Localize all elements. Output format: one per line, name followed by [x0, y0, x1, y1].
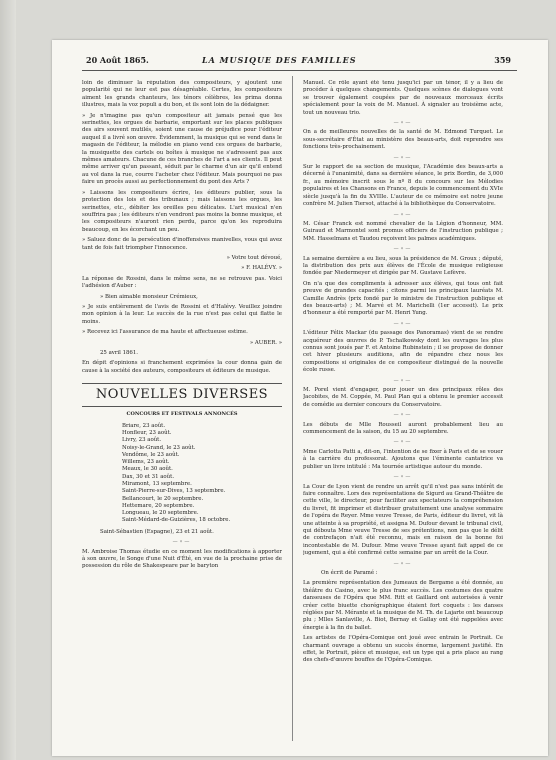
- signature: » F. HALÉVY. »: [241, 265, 282, 272]
- separator: —⸰—: [172, 539, 192, 546]
- list-item: Meaux, le 30 août.: [122, 466, 173, 473]
- paragraph: » Bien aimable monsieur Crémieux,: [100, 293, 198, 300]
- list-item: Noisy-le-Grand, le 23 août.: [122, 444, 196, 451]
- separator: —⸰—: [393, 377, 413, 384]
- list-item: Saint-Sébastien (Espagne), 23 et 21 août.: [100, 528, 214, 535]
- separator: —⸰—: [393, 246, 413, 253]
- list-item: Bellancourt, le 20 septembre.: [122, 495, 204, 502]
- page-number: 359: [494, 55, 511, 65]
- section-subtitle: CONCOURS ET FESTIVALS ANNONCÉS: [126, 411, 238, 418]
- paragraph: L'éditeur Félix Mackar (du passage des Panoramas) vient de se rendre acquéreur des œuvres de P. Tschaïkowsky dont les ouvrages les plus connus sont joués par F. et Antoine Rubinstein ; il se propose de donner cet hiver plusieurs auditions, afin de répandre chez nous les compositions si originales de ce compositeur distingué de la nouvelle école russe.: [303, 330, 503, 374]
- list-item: Saint-Médard-de-Guizières, 18 octobre.: [122, 517, 231, 524]
- paragraph: La semaine dernière a eu lieu, sous la présidence de M. Groux ; député, la distribution des prix aux élèves de l'École de musique religieuse fondée par Niedermeyer et dirigée par M. Gustave Lefèvre.: [303, 255, 503, 277]
- scan-edge: [0, 0, 16, 760]
- paragraph: Les débuts de Mlle Rousseil auront probablement lieu au commencement de la saison, du 15 au 20 septembre.: [303, 421, 503, 436]
- paragraph: La Cour de Lyon vient de rendre un arrêt qu'il n'est pas sans intérêt de faire connaître. Lors des représentations de Sigurd au Grand-Théâtre de cette ville, le directeur, pour faciliter aux spectateurs la compréhension du livret, fit imprimer et distribuer gratuitement une analyse sommaire de l'opéra de Reyer. Mme veuve Tresse, de Paris, éditeur du livret, vit là une atteinte à sa propriété, et assigna M. Dufour devant le tribunal civil, qui débouta Mme veuve Tresse de ses prétentions, non pas que le délit de contrefaçon n'ait été reconnu, mais en raison de la bonne foi incontestable de M. Dufour. Mme veuve Tresse ayant fait appel de ce jugement, qui a été confirmé cette semaine par un arrêt de la Cour.: [303, 483, 503, 557]
- header-title: LA MUSIQUE DES FAMILLES: [202, 55, 357, 65]
- separator: —⸰—: [393, 320, 413, 327]
- list-item: Vendôme, le 23 août.: [122, 451, 180, 458]
- list-item: Hettemare, 20 septembre.: [122, 502, 195, 509]
- paragraph: M. Porel vient d'engager, pour jouer un des principaux rôles des Jacobites, de M. Coppée, M. Paul Plan qui a obtenu le premier accessit de comédie au dernier concours du Conservatoire.: [303, 387, 503, 408]
- right-column: [303, 80, 503, 740]
- separator: —⸰—: [393, 474, 413, 481]
- paragraph: » Laissons les compositeurs écrire, les éditeurs publier, sous la protection des lois et des tribunaux ; mais laissons les orgues, les serinettes, etc., débiter les oreilles peu délicates. L'art musical n'en souffrira pas ; les éditeurs n'en vendront pas moins la bonne musique, et les compositeurs n'auront rien perdu, parce qu'on les reproduira beaucoup, en les écorchant un peu.: [82, 189, 282, 233]
- separator: —⸰—: [393, 154, 413, 161]
- paragraph: » Saluez donc de la persécution d'inoffensives manivelles, vous qui avez tant de fois fait triompher l'innocence.: [82, 237, 282, 251]
- header-date: 20 Août 1865.: [86, 55, 149, 65]
- page-header: [82, 48, 517, 71]
- separator: —⸰—: [393, 412, 413, 419]
- paragraph: Les artistes de l'Opéra-Comique ont joué avec entrain le Portrait. Ce charmant ouvrage a obtenu un succès énorme, largement justifié. En effet, le Portrait, pièce et musique, est un type qui a pris place au rang des chefs-d'œuvre bouffes de l'Opéra-Comique.: [303, 635, 503, 664]
- list-item: Honfleur, 23 août.: [122, 429, 172, 436]
- paragraph: » Je suis entièrement de l'avis de Rossini et d'Halévy. Veuillez joindre mon opinion à la leur. Le succès de la rue n'est pas celui qui flatte le moins.: [82, 303, 282, 325]
- paragraph: On n'a que des compliments à adresser aux élèves, qui tous ont fait preuve de grandes capacités ; citons parmi les principaux lauréats M. Camille Andrès (prix fondé par le ministre de l'instruction publique et des beaux-arts) ; M. Marvé et M. Marichelli (1er accessit). Le prix d'honneur a été remporté par M. Henri Yung.: [303, 280, 503, 317]
- paragraph: On écrit de Paramé :: [321, 569, 378, 576]
- paragraph: Sur le rapport de sa section de musique, l'Académie des beaux-arts a décerné à l'unanimité, dans sa dernière séance, le prix Bordin, de 3,000 fr., au mémoire inscrit sous le nº 8 du concours sur les Mélodies populaires et les Chansons en France, depuis le commencement du XVIe siècle jusqu'à la fin du XVIIIe. L'auteur de ce mémoire est notre jeune confrère M. Julien Tiersot, attaché à la bibliothèque du Conservatoire.: [303, 164, 503, 208]
- signature: » AUBER. »: [249, 339, 282, 346]
- list-item: Miramont, 13 septembre.: [122, 481, 192, 487]
- list-item: Briare, 23 août.: [122, 422, 166, 429]
- paragraph: » Recevez ici l'assurance de ma haute et affectueuse estime.: [82, 329, 248, 336]
- separator: —⸰—: [393, 439, 413, 446]
- paragraph: La première représentation des Jumeaux de Bergame a été donnée, au théâtre du Casino, avec le plus franc succès. Les costumes des quatre danseuses de l'Opéra que MM. Ritt et Gaillard ont autorisées à venir créer cette biuette chorégraphique étaient fort coquets : les danses réglées par M. Mérante et la musique de M. Th. de Lajarte ont beaucoup plu ; Mlles Sanlaville, A. Biot, Bernay et Gallay ont été rappelées avec énergie à la fin du ballet.: [303, 580, 503, 631]
- newspaper-page: [52, 40, 548, 756]
- letter-date: 25 avril 1861.: [100, 350, 139, 356]
- list-item: Livry, 23 août.: [122, 437, 162, 444]
- column-divider: [292, 76, 293, 741]
- paragraph: loin de diminuer la réputation des compositeurs, y ajoutent une popularité qui ne leur est pas désagréable. Certes, les compositeurs aiment les grands chanteurs, les ténors célèbres, les prima donna illustres, mais la voz populi a du bon, et ils sont loin de la dédaigner.: [82, 80, 282, 109]
- paragraph: On a de meilleures nouvelles de la santé de M. Edmond Turquet. Le sous-secrétaire d'État au ministère des beaux-arts, doit reprendre ses fonctions très-prochainement.: [303, 129, 503, 151]
- paragraph: M. Ambroise Thomas étudie en ce moment les modifications à apporter à son œuvre, le Songe d'une Nuit d'Été, en vue de la prochaine prise de possession du rôle de Shakespeare par le baryton: [82, 548, 282, 570]
- separator: —⸰—: [393, 120, 413, 127]
- section-title: NOUVELLES DIVERSES: [82, 383, 282, 407]
- paragraph: » Je n'imagine pas qu'un compositeur ait jamais pensé que les serinettes, les orgues de barbarie, emportant sur les places publiques des airs souvent mutilés, soient une cause de préjudice pour l'éditeur auquel il a livré son œuvre. Évidemment, la musique qui se vend dans le magasin de l'éditeur, la mélodie en piano vend ces orgues de barbarie, la musiquette des cartels ou boîtes à musique ne s'adressent pas aux mêmes amateurs. Chacune de ces branches de l'art a ses clients. Il peut même arriver qu'un passant, séduit par le charme d'un air qu'il entend au vol dans la rue, courre l'acheter chez l'éditeur. Mais pourquoi ne pas faire un procès aussi au perfectionnement du pont des Arts ?: [82, 112, 282, 186]
- paragraph: En dépit d'opinions si franchement exprimées la cour donna gain de cause à la société des auteurs, compositeurs et éditeurs de musique.: [82, 360, 282, 374]
- list-item: Saint-Pierre-sur-Dives, 13 septembre.: [122, 488, 226, 495]
- list-item: Longueau, le 20 septembre.: [122, 510, 199, 517]
- signature-line: » Votre tout dévoué,: [226, 254, 282, 261]
- paragraph: M. César Franck est nommé chevalier de la Légion d'honneur, MM. Guiraud et Marmontel sont promus officiers de l'instruction publique ; MM. Hasselmans et Taudou reçoivent les palmes académiques.: [303, 220, 503, 242]
- separator: —⸰—: [393, 560, 413, 567]
- separator: —⸰—: [393, 211, 413, 218]
- list-item: Dax, 30 et 31 août.: [122, 473, 175, 480]
- paragraph: Mme Carlotta Patti a, dit-on, l'intention de se fixer à Paris et de se vouer à la carrière du professorat. Ajoutons que l'éminente cantatrice va publier un livre intitulé : Ma tournée artistique autour du monde.: [303, 448, 503, 470]
- paragraph: Manuel. Ce rôle ayant été tenu jusqu'ici par un ténor, il y a lieu de procéder à quelques changements. Quelques scènes de dialogues vont se trouver également coupées par de nouveaux morceaux écrits spécialement pour la voix de M. Manuel. À signaler au troisième acte, tout un nouveau trio.: [303, 80, 503, 116]
- paragraph: La réponse de Rossini, dans le même sens, ne se retrouve pas. Voici l'adhésion d'Auber :: [82, 275, 282, 290]
- concert-list: [122, 423, 282, 525]
- left-column: [82, 80, 282, 740]
- list-item: Willems, 23 août.: [122, 459, 170, 466]
